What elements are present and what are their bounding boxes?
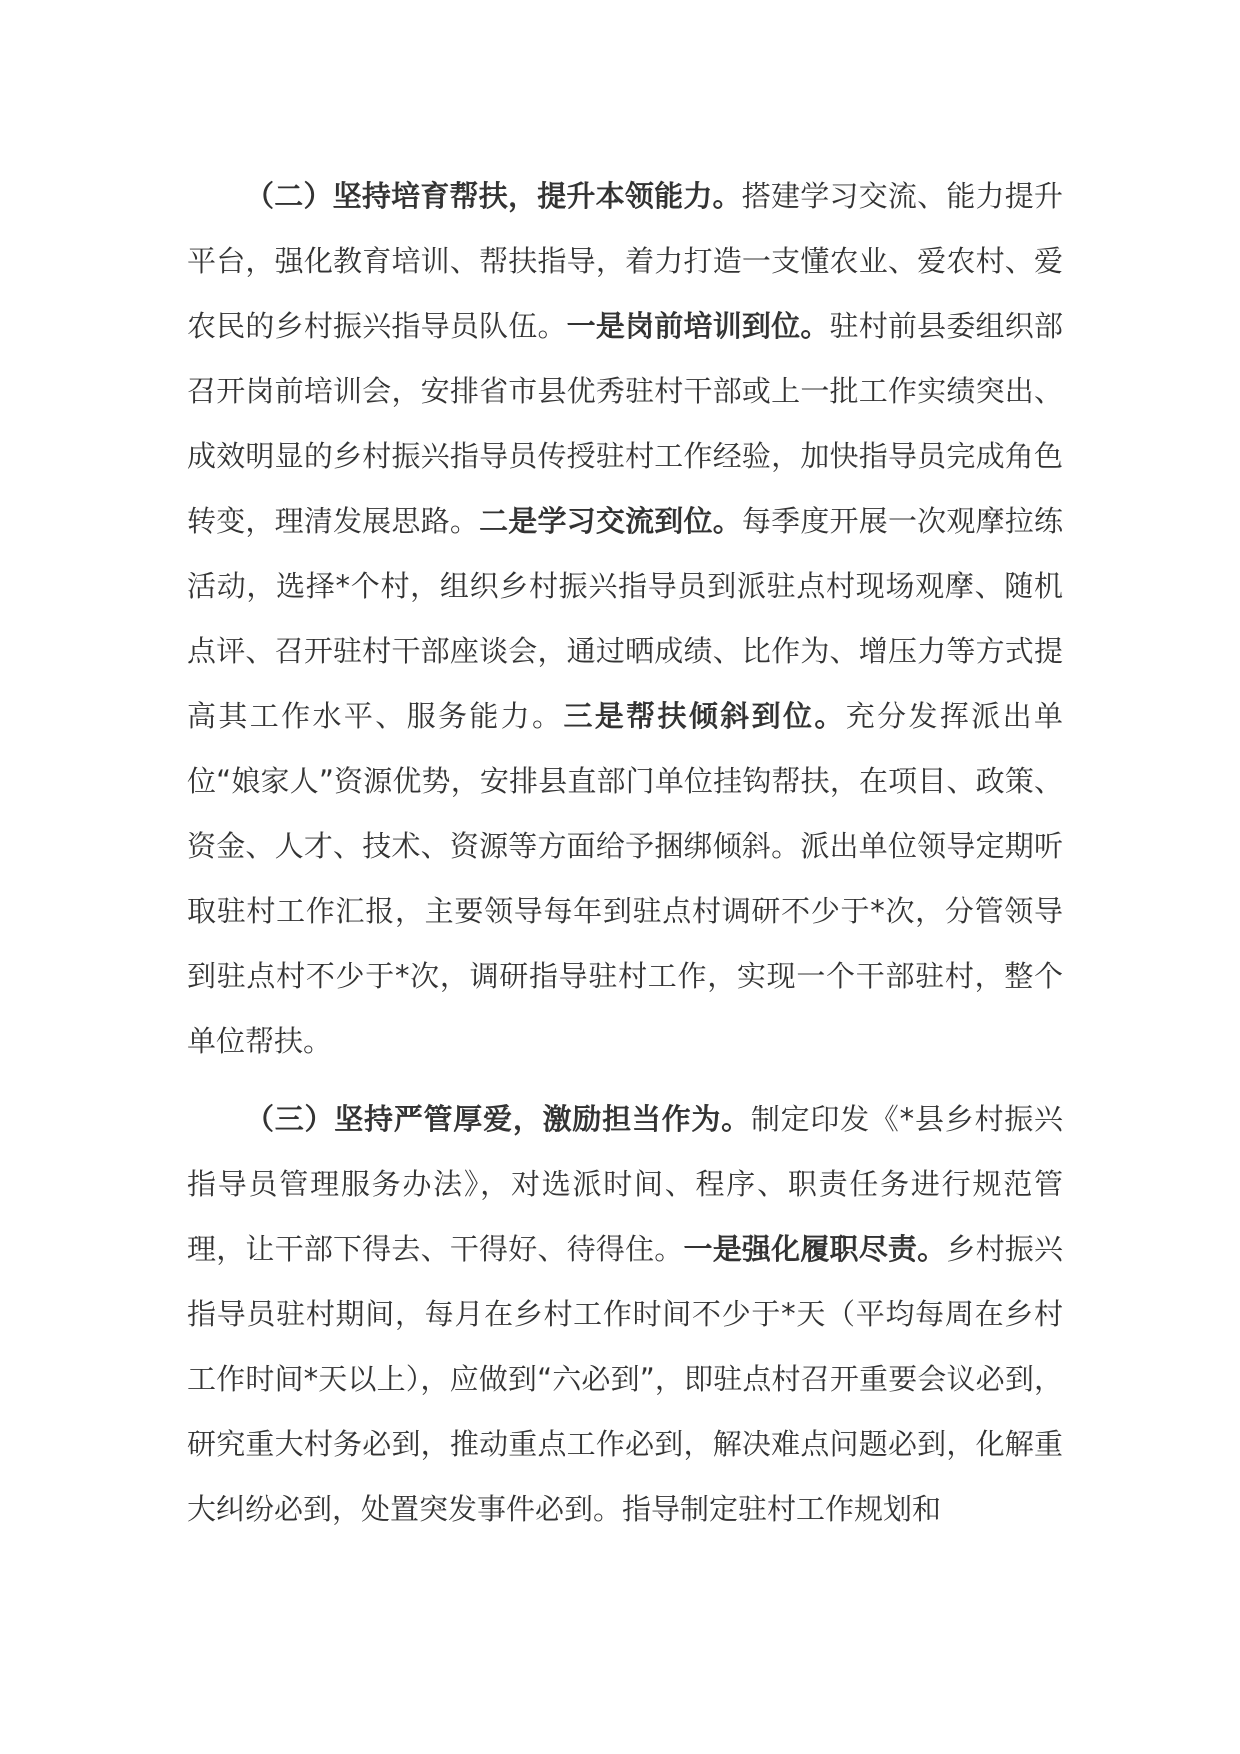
- document-body: [187, 164, 1063, 1542]
- point-1-heading: 一是岗前培训到位。: [566, 309, 830, 343]
- paragraph-section-2: [187, 164, 1063, 1074]
- section-3-point-1-heading: 一是强化履职尽责。: [683, 1232, 947, 1266]
- point-2-heading: 二是学习交流到位。: [479, 504, 742, 538]
- section-2-intro-text: 搭建学习交流、能力提升平台，强化教育培训、帮扶指导，着力打造一支懂农业、爱农村、爱农民的乡村振兴指导员队伍。: [187, 179, 1063, 343]
- section-3-heading: （三）坚持严管厚爱，激励担当作为。: [245, 1102, 751, 1136]
- section-2-heading: （二）坚持培育帮扶，提升本领能力。: [245, 179, 742, 213]
- section-3-point-1-text: 乡村振兴指导员驻村期间，每月在乡村工作时间不少于*天（平均每周在乡村工作时间*天以上），应做到“六必到”，即驻点村召开重要会议必到，研究重大村务必到，推动重点工作必到，解决难点问题必到，化解重大纠纷必到，处置突发事件必到。指导制定驻村工作规划和: [187, 1232, 1063, 1526]
- point-1-text: 驻村前县委组织部召开岗前培训会，安排省市县优秀驻村干部或上一批工作实绩突出、成效明显的乡村振兴指导员传授驻村工作经验，加快指导员完成角色转变，理清发展思路。: [187, 309, 1063, 538]
- point-3-heading: 三是帮扶倾斜到位。: [563, 699, 846, 733]
- paragraph-section-3: [187, 1087, 1063, 1542]
- point-2-text: 每季度开展一次观摩拉练活动，选择*个村，组织乡村振兴指导员到派驻点村现场观摩、随机点评、召开驻村干部座谈会，通过晒成绩、比作为、增压力等方式提高其工作水平、服务能力。: [187, 504, 1063, 733]
- point-3-text: 充分发挥派出单位“娘家人”资源优势，安排县直部门单位挂钩帮扶，在项目、政策、资金、人才、技术、资源等方面给予捆绑倾斜。派出单位领导定期听取驻村工作汇报，主要领导每年到驻点村调研不少于*次，分管领导到驻点村不少于*次，调研指导驻村工作，实现一个干部驻村，整个单位帮扶。: [187, 699, 1063, 1058]
- section-3-intro-text: 制定印发《*县乡村振兴指导员管理服务办法》，对选派时间、程序、职责任务进行规范管理，让干部下得去、干得好、待得住。: [187, 1102, 1063, 1266]
